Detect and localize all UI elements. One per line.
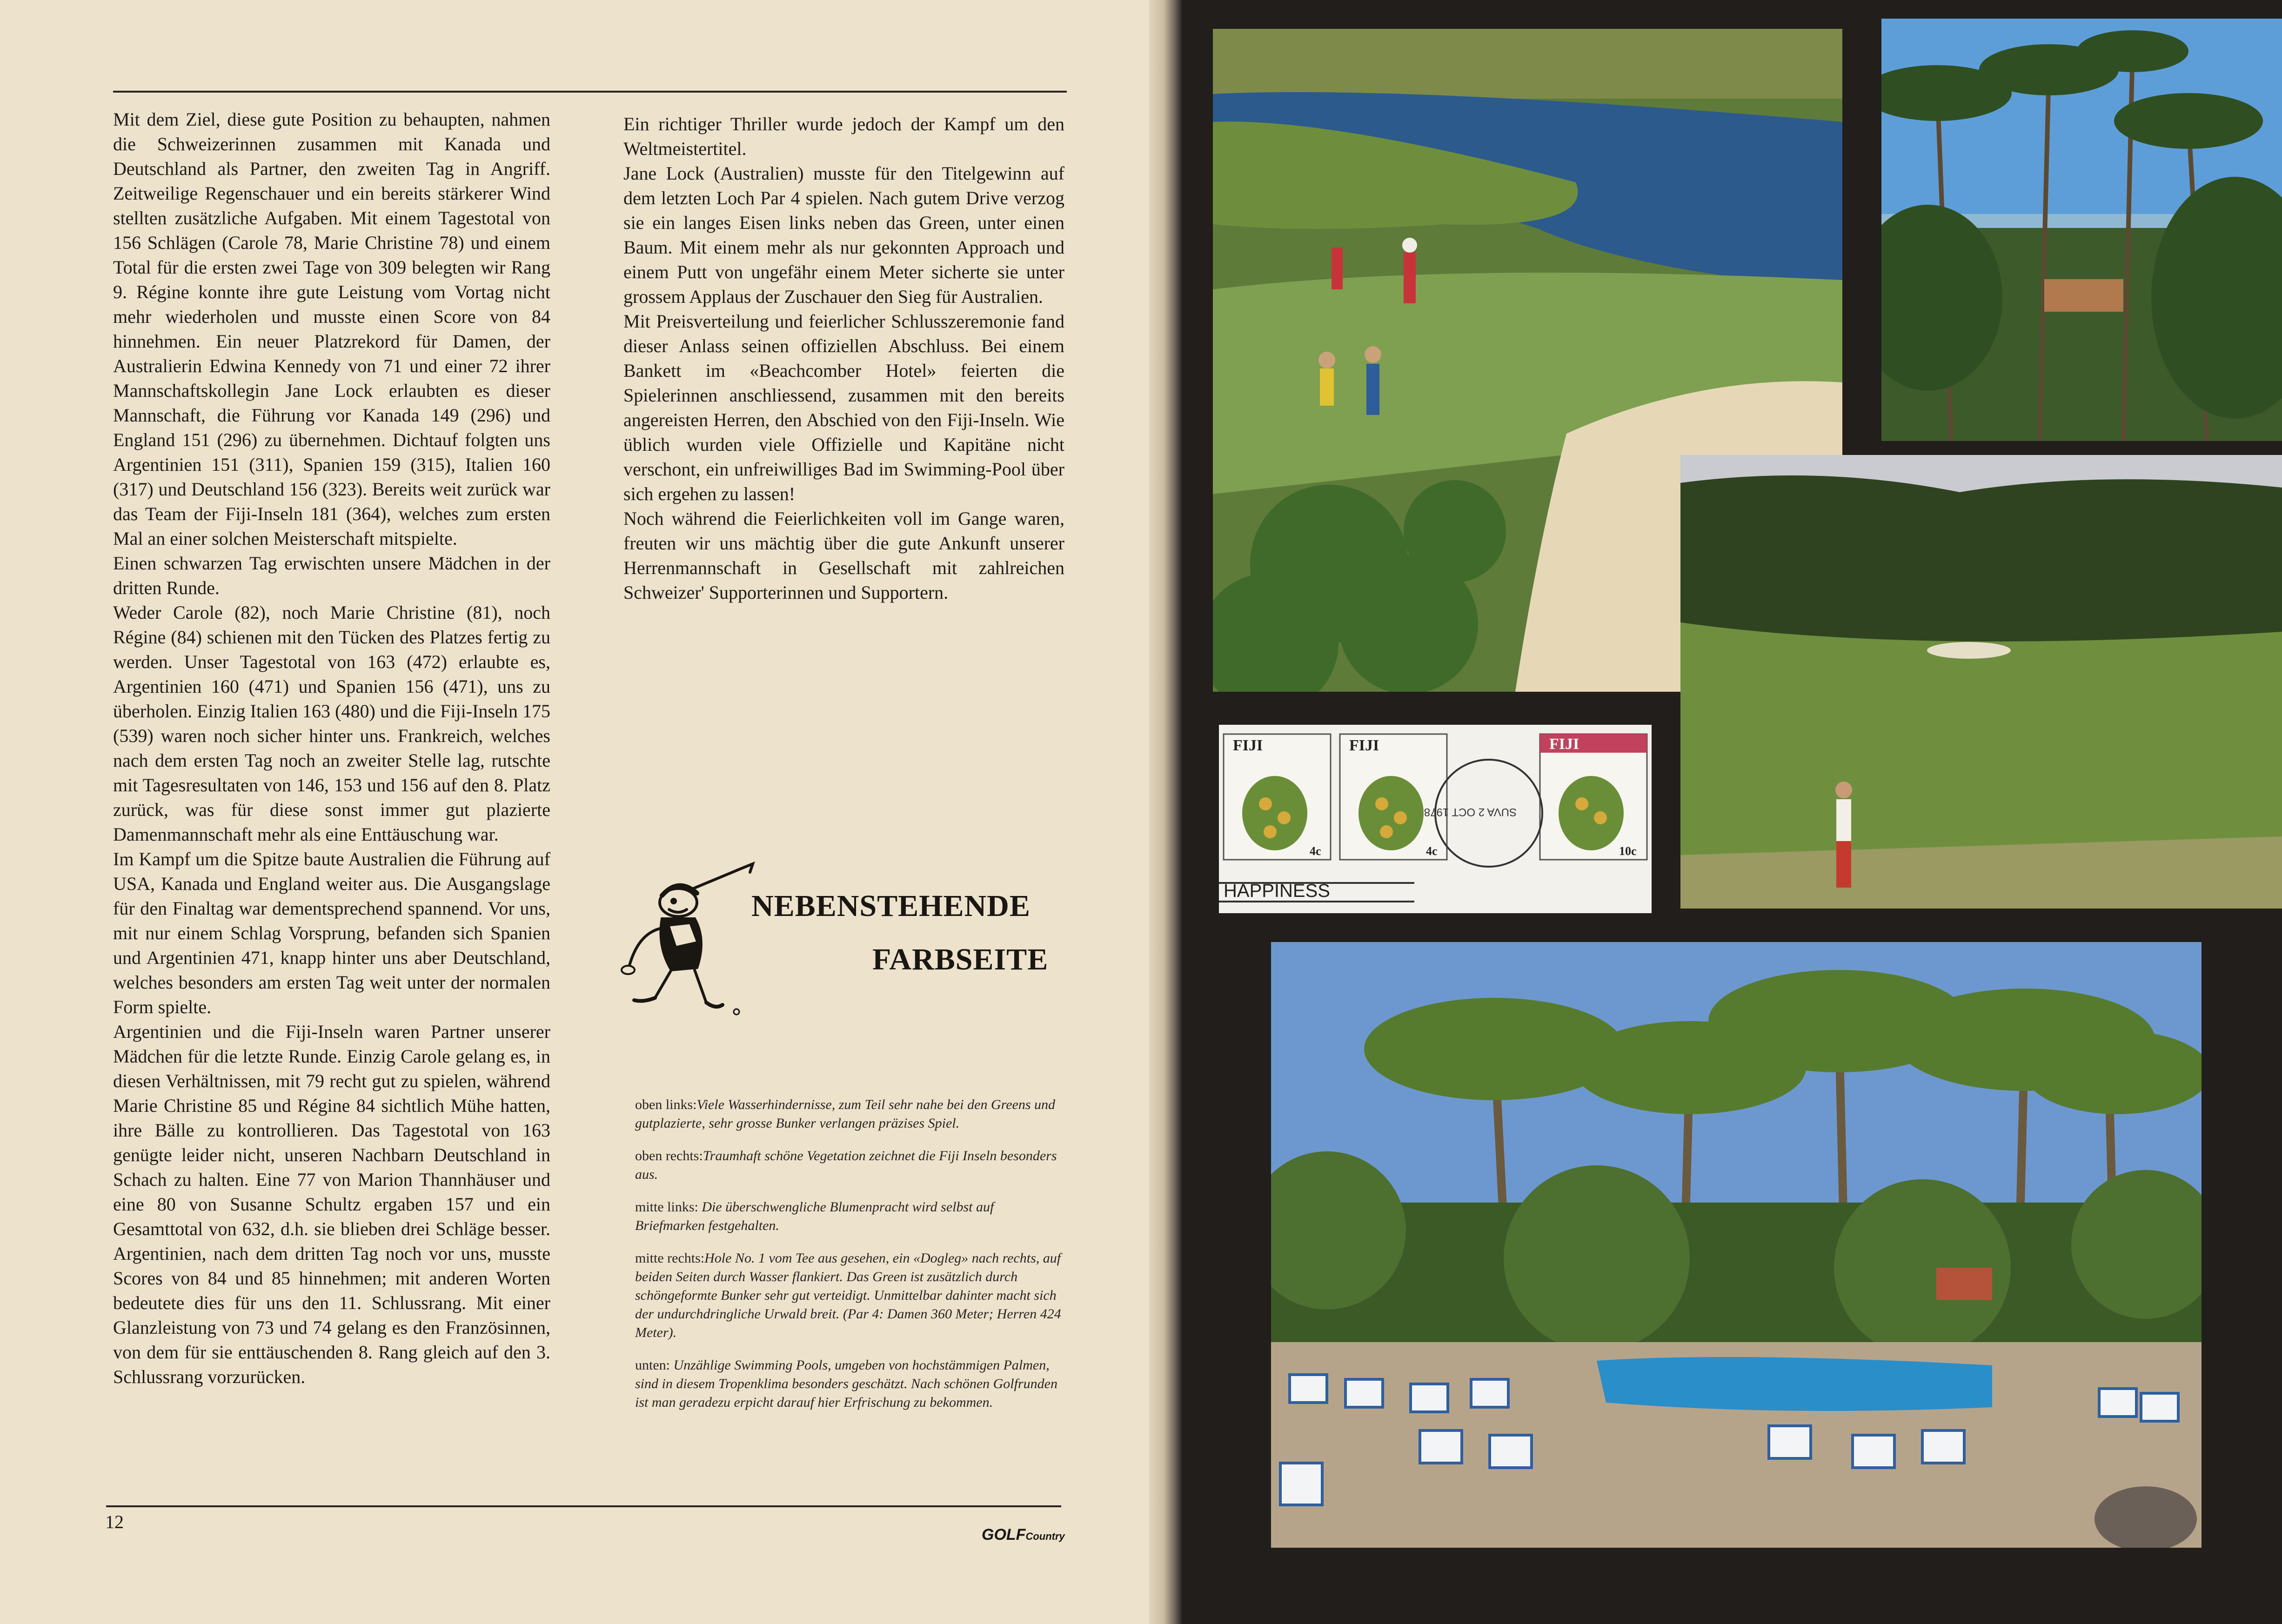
caption-text: Die überschwengliche Blumenpracht wird selbst auf Briefmarken festgehalten.	[635, 1199, 994, 1233]
postmark-text: SUVA 2 OCT 1978	[1424, 806, 1517, 818]
bottom-rule	[106, 1505, 1061, 1507]
stamp-country-label: FIJI	[1549, 735, 1579, 753]
stamp-value: 4c	[1426, 844, 1438, 858]
photo-hole-one-tee	[1680, 455, 2282, 909]
caption-item	[635, 1096, 1064, 1133]
paragraph: Ein richtiger Thriller wurde jedoch der Kampf um den Weltmeistertitel.	[623, 114, 1064, 159]
paragraph: Noch während die Feierlichkeiten voll im Gange waren, freuten wir uns mächtig über die gute Ankunft unserer Herrenmannschaft in Gesellschaft mit zahlreichen Schweizer' Supporterinnen und Supportern.	[623, 508, 1064, 603]
caption-label: oben links:	[635, 1097, 697, 1112]
paragraph: Im Kampf um die Spitze baute Australien die Führung auf USA, Kanada und England weiter aus. Die Ausgangslage für den Finaltag war dementsprechend spannend. Vor uns, mit nur einem Schlag Vorsprung, befanden sich Spanien und Argentinien 471, knapp hinter uns aber Deutschland, welches besonders am ersten Tag weit unter der normalen Form spielte.	[113, 849, 550, 1017]
stamp-value: 4c	[1310, 844, 1321, 858]
paragraph: Weder Carole (82), noch Marie Christine (81), noch Régine (84) schienen mit den Tücken des Platzes fertig zu werden. Unser Tagestotal von 163 (472) erlaubte es, Argentinien 160 (471) und Spanien 156 (471), uns zu überholen. Einzig Italien 163 (480) und die Fiji-Inseln 175 (539) waren noch sicher hinter uns. Frankreich, welches nach dem ersten Tag noch an zweiter Stelle lag, rutschte mit Tagesresultaten von 146, 153 und 156 auf den 8. Platz zurück, was für diese sonst immer gut plazierte Damenmannschaft mehr als eine Enttäuschung war.	[113, 602, 550, 845]
paragraph: Jane Lock (Australien) musste für den Titelgewinn auf dem letzten Loch Par 4 spielen. Nach gutem Drive verzog sie ein langes Eisen links neben das Green, unter einen Baum. Mit einem mehr als nur gekonnten Approach und einem Putt von ungefähr einem Meter sicherte sie unter grossem Applaus der Zuschauer den Sieg für Australien.	[623, 163, 1064, 307]
spine-gutter	[1149, 0, 1182, 1624]
caption-text: Viele Wasserhindernisse, zum Teil sehr nahe bei den Greens und gutplazierte, sehr grosse Bunker verlangen präzises Spiel.	[635, 1097, 1055, 1131]
logo-main: GOLF	[982, 1526, 1026, 1544]
caption-label: mitte links:	[635, 1199, 702, 1215]
stamp-country-label: FIJI	[1349, 737, 1379, 754]
page-number: 12	[105, 1511, 124, 1532]
caption-text: Hole No. 1 vom Tee aus gesehen, ein «Dogleg» nach rechts, auf beiden Seiten durch Wasser flankiert. Das Green ist zusätzlich durch schöngeformte Bunker sehr gut verteidigt. Unmittelbar dahinter macht sich der undurchdringliche Urwald breit. (Par 4: Damen 360 Meter; Herren 424 Meter).	[635, 1250, 1061, 1340]
article-column-1	[113, 107, 550, 1389]
paragraph: Mit dem Ziel, diese gute Position zu behaupten, nahmen die Schweizerinnen zusammen mit Kanada und Deutschland als Partner, den zweiten Tag in Angriff. Zeitweilige Regenschauer und ein bereits stärkerer Wind stellten zusätzliche Aufgaben. Mit einem Tagestotal von 156 Schlägen (Carole 78, Marie Christine 78) und einem Total für die ersten zwei Tage von 309 belegten wir Rang 9. Régine konnte ihre gute Leistung vom Vortag nicht mehr wiederholen und musste einen Score von 84 hinnehmen. Ein neuer Platzrekord für Damen, der Australierin Edwina Kennedy von 71 und einer 72 ihrer Mannschaftskollegin Jane Lock erlaubten es dieser Mannschaft, die Führung vor Kanada 149 (296) und England 151 (296) zu übernehmen. Dichtauf folgten uns Argentinien 151 (311), Spanien 159 (315), Italien 160 (317) und Deutschland 156 (323). Bereits weit zurück war das Team der Fiji-Inseln 181 (364), welches zum ersten Mal an einer solchen Meisterschaft mitspielte.	[113, 109, 550, 549]
photo-fiji-stamps	[1219, 725, 1652, 913]
caption-item	[635, 1356, 1064, 1412]
photo-palm-vegetation	[1881, 19, 2282, 441]
photo-captions	[635, 1096, 1064, 1426]
stamp-value: 10c	[1619, 844, 1637, 858]
postmark-slogan: HAPPINESS	[1224, 881, 1330, 901]
heading-line-1: NEBENSTEHENDE	[751, 889, 1031, 923]
caption-item	[635, 1198, 1064, 1235]
caption-item	[635, 1249, 1064, 1342]
caption-text: Unzählige Swimming Pools, umgeben von hochstämmigen Palmen, sind in diesem Tropenklima besonders geschätzt. Nach schönen Golfrunden ist man geradezu erpicht darauf hier Erfrischung zu bekommen.	[635, 1357, 1057, 1410]
article-column-2	[623, 112, 1064, 605]
paragraph: Mit Preisverteilung und feierlicher Schlusszeremonie fand dieser Anlass seinen offiziellen Abschluss. Bei einem Bankett im «Beachcomber Hotel» feierten die Spielerinnen anschliessend, zusammen mit den bereits angereisten Herren, den Abschied von den Fiji-Inseln. Wie üblich wurden viele Offizielle und Kapitäne nicht verschont, ein unfreiwilliges Bad im Swimming-Pool über sich ergehen zu lassen!	[623, 311, 1064, 504]
caption-text: Traumhaft schöne Vegetation zeichnet die Fiji Inseln besonders aus.	[635, 1148, 1057, 1182]
paragraph: Einen schwarzen Tag erwischten unsere Mädchen in der dritten Runde.	[113, 553, 550, 598]
paragraph: Argentinien und die Fiji-Inseln waren Partner unserer Mädchen für die letzte Runde. Einzig Carole gelang es, in diesen Verhältnissen, mit 79 recht gut zu spielen, während Marie Christine 85 und Régine 84 sichtlich Mühe hatten, ihre Bälle zu kontrollieren. Das Tagestotal von 163 genügte leider nicht, unseren Nachbarn Deutschland in Schach zu halten. Eine 77 von Marion Thannhäuser und eine 80 von Susanne Schultz ergaben 157 und ein Gesamttotal von 632, d.h. sie blieben drei Schläge besser. Argentinien, nach dem dritten Tag noch vor uns, musste Scores von 84 und 85 hinnehmen; mit anderen Worten bedeutete dies für uns den 11. Schlussrang. Mit einer Glanzleistung von 73 und 74 gelang es den Französinnen, von dem für sie enttäuschenden 8. Rang gleich auf den 3. Schlussrang vorzurücken.	[113, 1021, 550, 1387]
top-rule	[113, 91, 1067, 93]
logo-sub: Country	[1025, 1530, 1065, 1542]
caption-item	[635, 1147, 1064, 1184]
photo-swimming-pool	[1271, 942, 2202, 1548]
caption-label: mitte rechts:	[635, 1250, 705, 1266]
golfer-cartoon-icon	[618, 858, 757, 1026]
caption-label: oben rechts:	[635, 1148, 703, 1163]
magazine-logo	[982, 1526, 1065, 1544]
stamp-country-label: FIJI	[1233, 737, 1263, 754]
heading-line-2: FARBSEITE	[872, 942, 1049, 976]
caption-label: unten:	[635, 1357, 674, 1373]
